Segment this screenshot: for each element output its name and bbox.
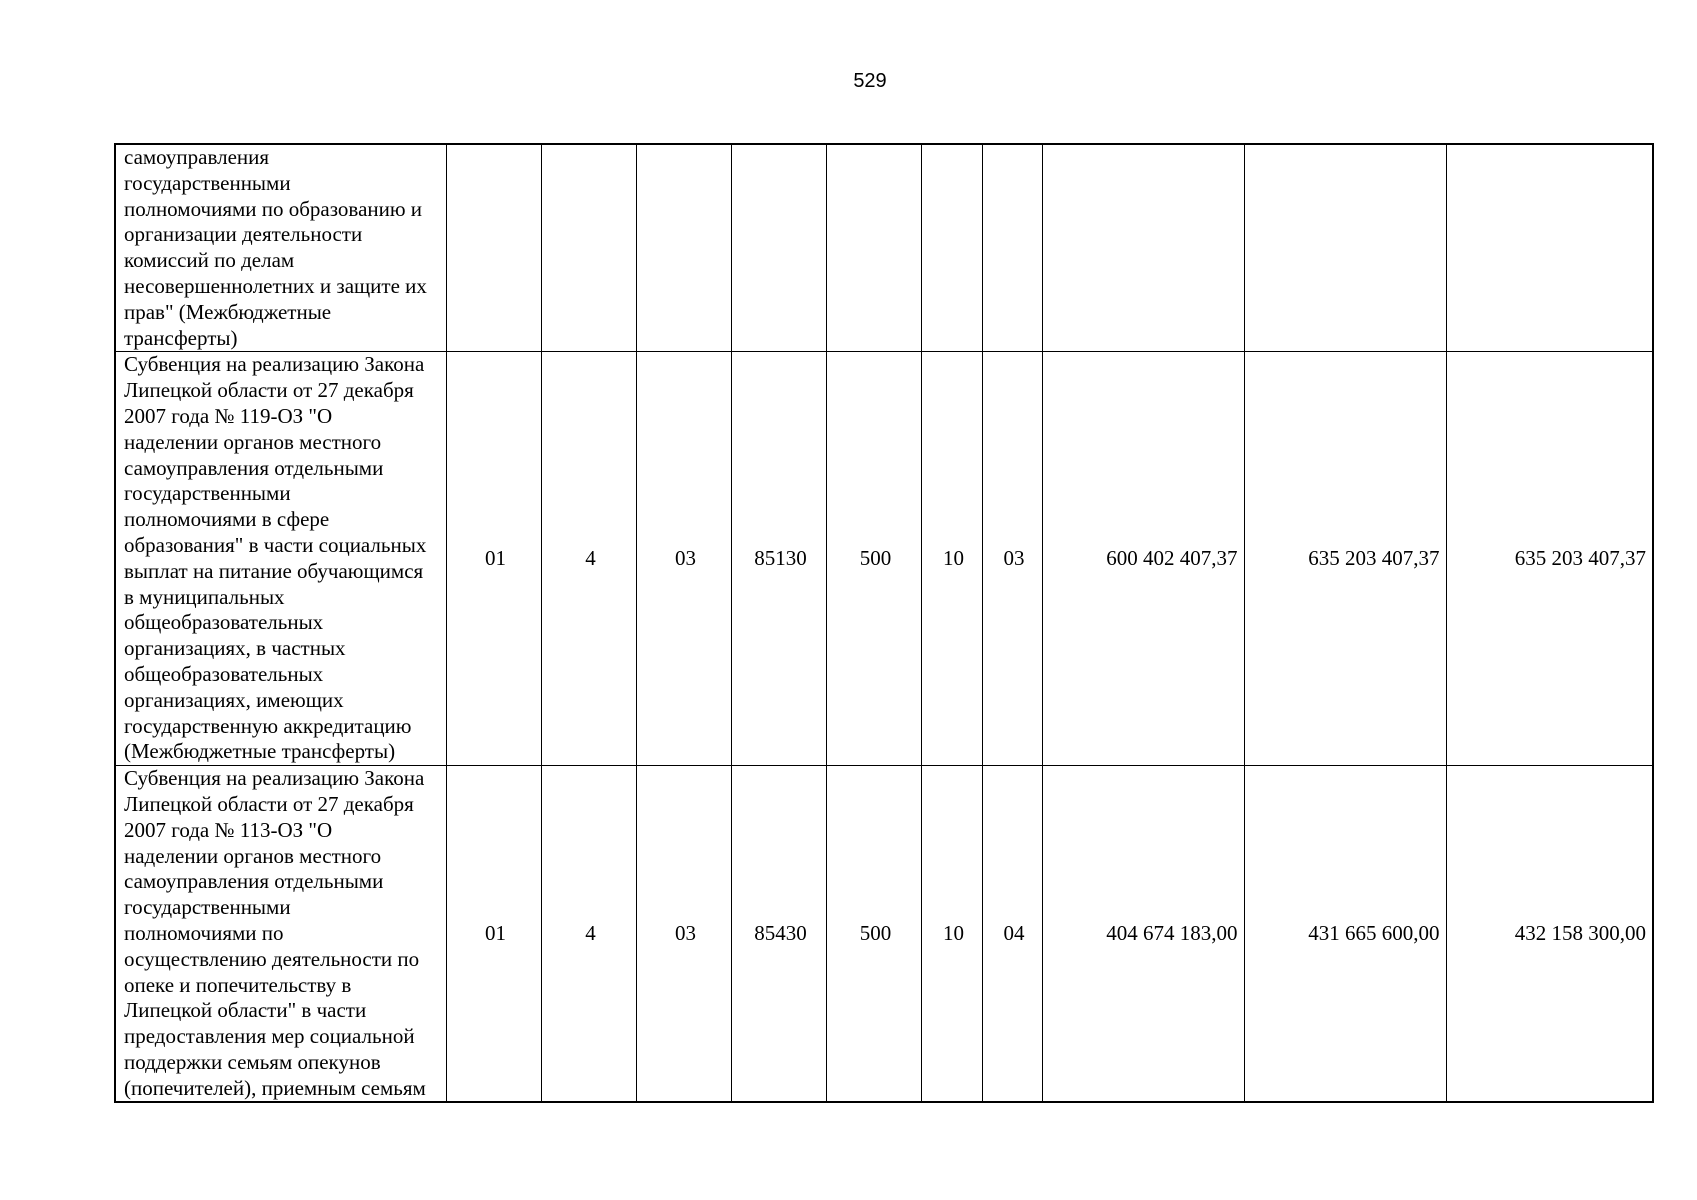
description-line: опеке и попечительству в	[124, 972, 352, 997]
description-line: 2007 года № 119-ОЗ "О	[124, 403, 333, 428]
code-cell: 01	[446, 352, 541, 766]
description-line: Липецкой области" в части	[124, 998, 367, 1023]
description-line: наделении органов местного	[124, 429, 382, 454]
row-description	[115, 352, 446, 766]
description-line: общеобразовательных	[124, 610, 324, 635]
code-cell: 85430	[731, 766, 826, 1103]
budget-table	[114, 143, 1654, 1103]
description-line: (Межбюджетные трансферты)	[124, 739, 396, 764]
description-line: государственными	[124, 481, 291, 506]
table-row	[115, 352, 1653, 766]
description-line: самоуправления	[124, 145, 270, 169]
description-line: полномочиями в сфере	[124, 507, 330, 532]
code-cell: 10	[921, 766, 982, 1103]
description-line: организации деятельности	[124, 222, 363, 247]
description-line: образования" в части социальных	[124, 532, 427, 557]
code-cell: 4	[541, 766, 636, 1103]
table-row	[115, 766, 1653, 1103]
description-line: организациях, имеющих	[124, 687, 344, 712]
description-line: наделении органов местного	[124, 843, 382, 868]
amount-cell: 432 158 300,00	[1446, 766, 1653, 1103]
description-line: (попечителей), приемным семьям	[124, 1075, 426, 1100]
amount-cell: 431 665 600,00	[1244, 766, 1446, 1103]
code-cell: 85130	[731, 352, 826, 766]
description-line: несовершеннолетних и защите их	[124, 273, 427, 298]
amount-cell	[1042, 144, 1244, 352]
amount-cell: 404 674 183,00	[1042, 766, 1244, 1103]
code-cell: 03	[982, 352, 1042, 766]
description-line: государственными	[124, 895, 291, 920]
description-line: выплат на питание обучающимся	[124, 558, 424, 583]
description-line: общеобразовательных	[124, 661, 324, 686]
description-line: прав" (Межбюджетные	[124, 299, 332, 324]
description-line: поддержки семьям опекунов	[124, 1049, 381, 1074]
code-cell: 01	[446, 766, 541, 1103]
description-line: осуществлению деятельности по	[124, 946, 420, 971]
code-cell: 500	[826, 766, 921, 1103]
description-line: государственными	[124, 170, 291, 195]
amount-cell: 635 203 407,37	[1244, 352, 1446, 766]
code-cell	[921, 144, 982, 352]
amount-cell: 600 402 407,37	[1042, 352, 1244, 766]
description-line: предоставления мер социальной	[124, 1024, 415, 1049]
code-cell: 04	[982, 766, 1042, 1103]
amount-cell	[1244, 144, 1446, 352]
page-number: 529	[853, 70, 887, 92]
code-cell	[446, 144, 541, 352]
row-description	[115, 144, 446, 352]
description-line: комиссий по делам	[124, 248, 295, 273]
code-cell	[982, 144, 1042, 352]
code-cell	[826, 144, 921, 352]
code-cell	[731, 144, 826, 352]
amount-cell	[1446, 144, 1653, 352]
description-line: самоуправления отдельными	[124, 869, 384, 894]
description-line: в муниципальных	[124, 584, 285, 609]
description-line: Липецкой области от 27 декабря	[124, 378, 414, 403]
description-line: организациях, в частных	[124, 636, 346, 661]
description-line: полномочиями по	[124, 920, 284, 945]
code-cell: 03	[636, 352, 731, 766]
description-line: полномочиями по образованию и	[124, 196, 423, 221]
description-line: Липецкой области от 27 декабря	[124, 791, 414, 816]
amount-cell: 635 203 407,37	[1446, 352, 1653, 766]
code-cell	[636, 144, 731, 352]
code-cell	[541, 144, 636, 352]
description-line: самоуправления отдельными	[124, 455, 384, 480]
description-line: Субвенция на реализацию Закона	[124, 352, 425, 377]
code-cell: 500	[826, 352, 921, 766]
code-cell: 10	[921, 352, 982, 766]
code-cell: 4	[541, 352, 636, 766]
description-line: Субвенция на реализацию Закона	[124, 766, 425, 791]
description-line: трансферты)	[124, 325, 238, 350]
description-line: 2007 года № 113-ОЗ "О	[124, 817, 333, 842]
code-cell: 03	[636, 766, 731, 1103]
description-line: государственную аккредитацию	[124, 713, 412, 738]
table-row	[115, 144, 1653, 352]
row-description	[115, 766, 446, 1103]
